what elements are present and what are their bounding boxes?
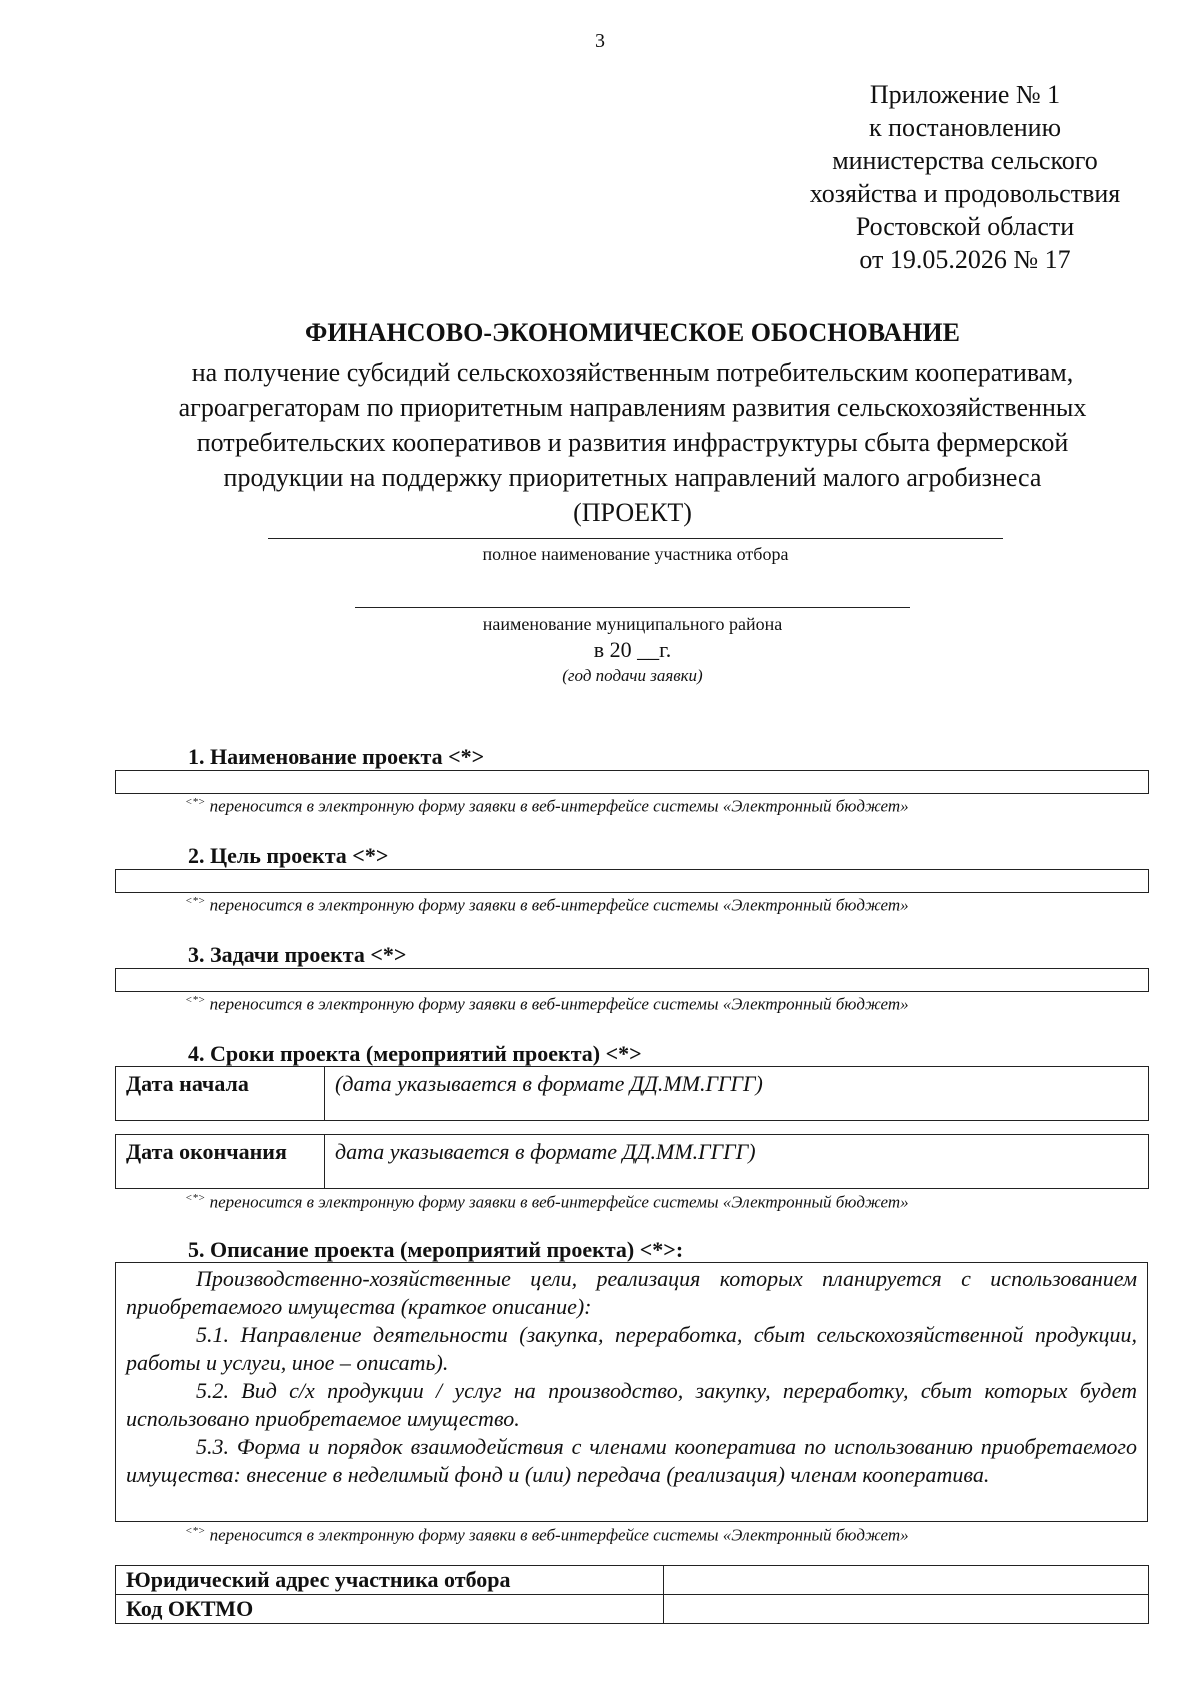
description-paragraph: 5.3. Форма и порядок взаимодействия с членами кооператива по использованию приобретаемого имущества: внесение в неделимый фонд и (или) передача (реализация) членам кооператива.	[126, 1434, 1137, 1487]
start-date-label: Дата начала	[116, 1067, 325, 1121]
project-name-field[interactable]	[115, 770, 1149, 794]
footnote-text: переносится в электронную форму заявки в веб-интерфейсе системы «Электронный бюджет»	[205, 895, 909, 915]
footnote	[185, 895, 909, 916]
section-3-heading: 3. Задачи проекта <*>	[188, 942, 407, 967]
oktmo-value[interactable]	[664, 1595, 1149, 1624]
footnote-text: переносится в электронную форму заявки в веб-интерфейсе системы «Электронный бюджет»	[205, 796, 909, 816]
footnote-mark: <*>	[185, 895, 206, 907]
document-subtitle	[95, 355, 1170, 530]
district-name-line[interactable]	[355, 607, 910, 608]
end-date-label: Дата окончания	[116, 1135, 325, 1189]
document-title: ФИНАНСОВО-ЭКОНОМИЧЕСКОЕ ОБОСНОВАНИЕ	[304, 318, 960, 347]
appendix-line: министерства сельского	[832, 146, 1098, 175]
district-caption: наименование муниципального района	[482, 614, 783, 634]
address-table	[115, 1565, 1149, 1624]
start-date-field[interactable]: (дата указывается в формате ДД.ММ.ГГГГ)	[325, 1067, 1149, 1121]
subtitle-line: на получение субсидий сельскохозяйственным потребительским кооперативам,	[191, 358, 1074, 387]
project-goal-field[interactable]	[115, 869, 1149, 893]
footnote-text: переносится в электронную форму заявки в веб-интерфейсе системы «Электронный бюджет»	[205, 1192, 909, 1212]
footnote	[185, 994, 909, 1015]
subtitle-line: потребительских кооперативов и развития инфраструктуры сбыта фермерской	[196, 428, 1069, 457]
appendix-block	[735, 78, 1195, 276]
appendix-line: хозяйства и продовольствия	[809, 179, 1121, 208]
section-1-heading: 1. Наименование проекта <*>	[188, 744, 485, 769]
appendix-line: от 19.05.2026 № 17	[859, 245, 1071, 274]
participant-name-line[interactable]	[268, 538, 1003, 539]
project-description-box[interactable]	[115, 1262, 1148, 1522]
description-paragraph: 5.2. Вид с/х продукции / услуг на производство, закупку, переработку, сбыт которых будет использовано приобретаемое имущество.	[126, 1378, 1137, 1431]
oktmo-label: Код ОКТМО	[116, 1595, 664, 1624]
appendix-line: к постановлению	[868, 113, 1062, 142]
section-4-heading: 4. Сроки проекта (мероприятий проекта) <*>	[188, 1041, 642, 1066]
legal-address-value[interactable]	[664, 1566, 1149, 1595]
end-date-table	[115, 1134, 1149, 1189]
page-number: 3	[595, 30, 605, 52]
legal-address-label: Юридический адрес участника отбора	[116, 1566, 664, 1595]
participant-caption: полное наименование участника отбора	[482, 544, 789, 564]
end-date-field[interactable]: дата указывается в формате ДД.ММ.ГГГГ)	[325, 1135, 1149, 1189]
footnote	[185, 796, 909, 817]
section-5-heading: 5. Описание проекта (мероприятий проекта) <*>:	[188, 1237, 684, 1262]
subtitle-line: продукции на поддержку приоритетных направлений малого агробизнеса	[223, 463, 1042, 492]
description-paragraph: Производственно-хозяйственные цели, реализация которых планируется с использованием приобретаемого имущества (краткое описание):	[126, 1266, 1137, 1319]
appendix-line: Приложение № 1	[869, 80, 1061, 109]
subtitle-line: агроагрегаторам по приоритетным направлениям развития сельскохозяйственных	[178, 393, 1087, 422]
start-date-table	[115, 1066, 1149, 1121]
year-caption: (год подачи заявки)	[562, 666, 703, 685]
footnote	[185, 1192, 909, 1213]
footnote-text: переносится в электронную форму заявки в веб-интерфейсе системы «Электронный бюджет»	[205, 1525, 909, 1545]
year-line: в 20 __г.	[593, 637, 672, 662]
footnote	[185, 1525, 909, 1546]
footnote-mark: <*>	[185, 796, 206, 808]
footnote-text: переносится в электронную форму заявки в веб-интерфейсе системы «Электронный бюджет»	[205, 994, 909, 1014]
appendix-line: Ростовской области	[855, 212, 1075, 241]
subtitle-line: (ПРОЕКТ)	[573, 498, 692, 527]
project-tasks-field[interactable]	[115, 968, 1149, 992]
footnote-mark: <*>	[185, 994, 206, 1006]
section-2-heading: 2. Цель проекта <*>	[188, 843, 389, 868]
footnote-mark: <*>	[185, 1192, 206, 1204]
footnote-mark: <*>	[185, 1525, 206, 1537]
description-paragraph: 5.1. Направление деятельности (закупка, переработка, сбыт сельскохозяйственной продукции, работы и услуги, иное – описать).	[126, 1322, 1137, 1375]
